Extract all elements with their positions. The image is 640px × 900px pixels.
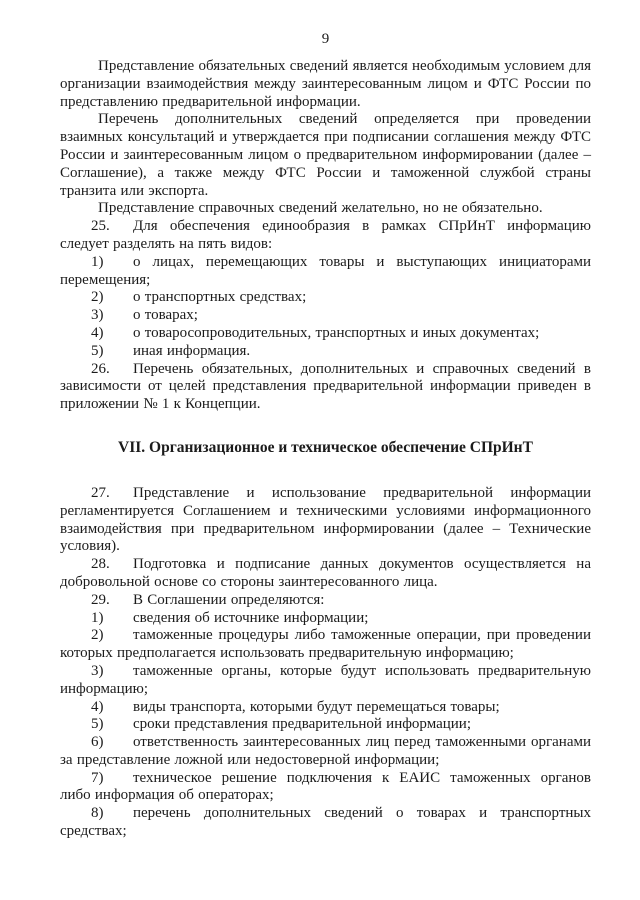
paragraph: Представление справочных сведений желательно, но не обязательно. [98,200,543,217]
list-item: 5) иная информация. [91,342,251,359]
item-number: 2) [91,289,104,306]
list-item: 7) техническое решение подключения к ЕАИС таможенных органов либо информация об операторах; [60,769,591,804]
numbered-paragraph: 29. В Соглашении определяются: [91,591,325,608]
list-item: 6) ответственность заинтересованных лиц перед таможенными органами за представление ложной или недостоверной информации; [60,734,591,768]
item-number: 26. [91,360,110,377]
paragraph: Представление обязательных сведений является необходимым условием для организации взаимодействия между заинтересованным лицом и ФТС России по представлению предварительной информации. [60,58,591,110]
numbered-paragraph: 27. Представление и использование предварительной информации регламентируется Соглашением и техническими условиями информационного взаимодействия при предварительном информировании (далее – Технические условия). [60,484,591,555]
item-number: 4) [91,324,104,341]
item-number: 1) [91,609,104,626]
item-number: 3) [91,662,104,679]
list-item: 1) о лицах, перемещающих товары и выступающих инициаторами перемещения; [60,253,591,288]
item-number: 3) [91,307,104,324]
item-number: 28. [91,556,110,573]
item-number: 7) [91,769,104,786]
list-item: 4) о товаросопроводительных, транспортных и иных документах; [91,324,540,341]
numbered-paragraph: 26. Перечень обязательных, дополнительных и справочных сведений в зависимости от целей представления предварительной информации приведен в приложении № 1 к Концепции. [60,360,591,413]
page-number: 9 [321,31,330,47]
list-item: 8) перечень дополнительных сведений о товарах и транспортных средствах; [60,805,591,840]
document-content [60,30,591,841]
item-number: 6) [91,734,104,751]
numbered-paragraph: 25. Для обеспечения единообразия в рамках СПрИнТ информацию следует разделять на пять видов: [60,218,591,252]
item-number: 8) [91,805,104,822]
numbered-paragraph: 28. Подготовка и подписание данных документов осуществляется на добровольной основе со стороны заинтересованного лица. [60,556,591,590]
list-item: 3) таможенные органы, которые будут использовать предварительную информацию; [60,662,591,697]
section-heading: VII. Организационное и техническое обеспечение СПрИнТ [118,438,533,456]
paragraph: Перечень дополнительных сведений определяется при проведении взаимных консультаций и утверждается при подписании соглашения между ФТС России и заинтересованным лицом о предварительном информировании (далее – Соглашение), а также между ФТС России и таможенной службой страны транзита или экспорта. [60,111,591,199]
item-number: 1) [91,253,104,270]
list-item: 5) сроки представления предварительной информации; [91,716,472,733]
list-item: 3) о товарах; [91,307,198,324]
item-number: 2) [91,627,104,644]
list-item: 2) о транспортных средствах; [91,289,307,306]
list-item: 1) сведения об источнике информации; [91,609,369,626]
item-number: 4) [91,698,104,715]
item-number: 25. [91,218,110,235]
item-number: 5) [91,342,104,359]
item-number: 5) [91,716,104,733]
item-number: 27. [91,484,110,501]
item-number: 29. [91,591,110,608]
document-body [60,58,591,841]
list-item: 2) таможенные процедуры либо таможенные операции, при проведении которых предполагается использовать предварительную информацию; [60,627,591,662]
list-item: 4) виды транспорта, которыми будут перемещаться товары; [91,698,500,715]
